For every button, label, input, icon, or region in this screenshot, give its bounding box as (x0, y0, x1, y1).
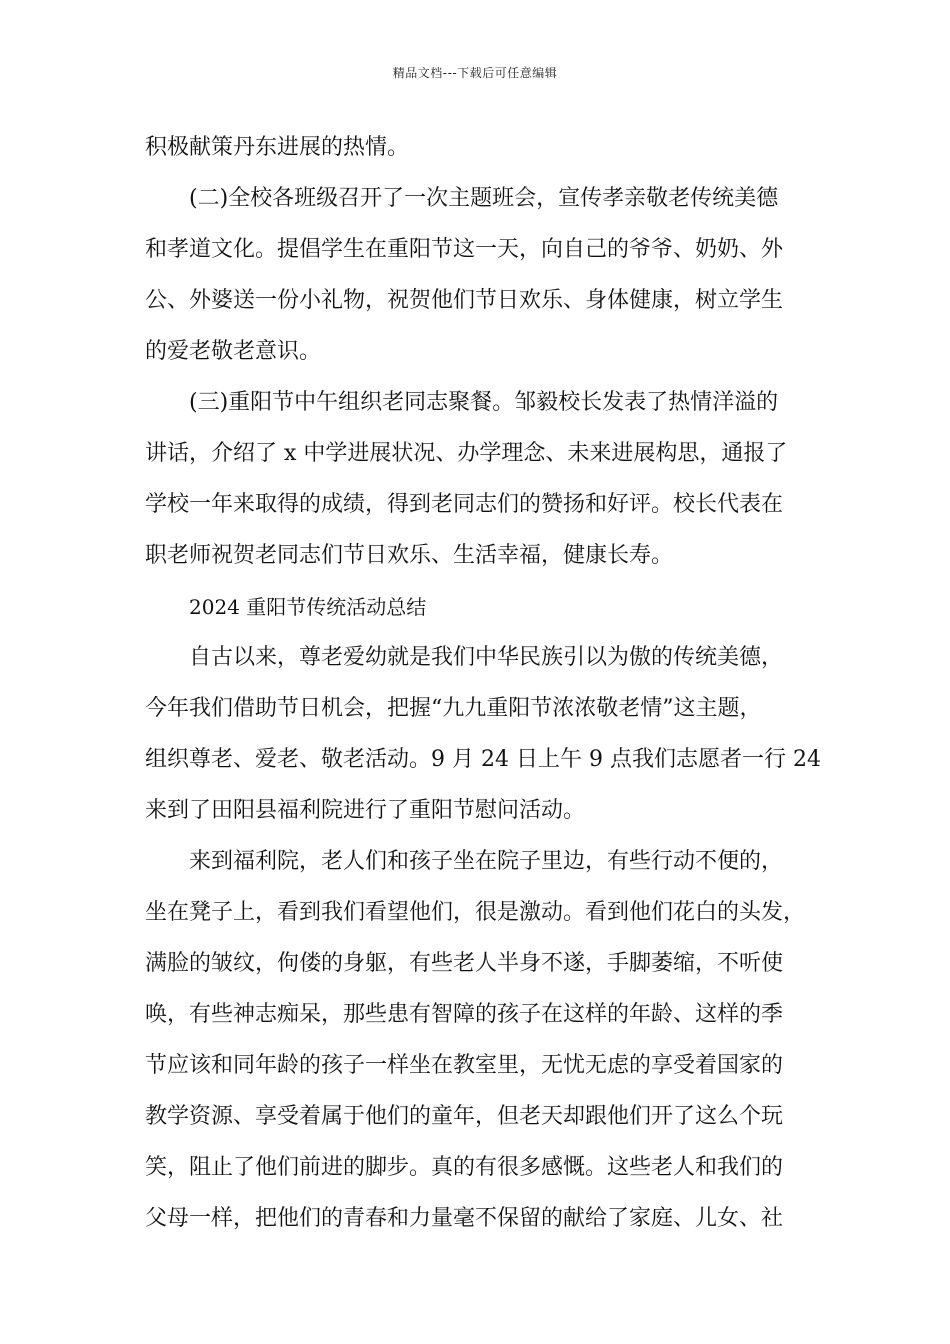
paragraph (145, 640, 821, 829)
text-line: 讲话，介绍了 x 中学进展状况、办学理念、未来进展构思，通报了 (145, 441, 788, 466)
text-line: 来到了田阳县福利院进行了重阳节慰问活动。 (145, 798, 586, 823)
text-line: 教学资源、享受着属于他们的童年，但老天却跟他们开了这么个玩 (145, 1104, 784, 1129)
text-line: 公、外婆送一份小礼物，祝贺他们节日欢乐、身体健康，树立学生 (145, 288, 784, 313)
section-title-text: 2024 重阳节传统活动总结 (189, 595, 427, 619)
text-line: 父母一样，把他们的青春和力量毫不保留的献给了家庭、儿女、社 (145, 1206, 784, 1231)
document-body (145, 130, 821, 1237)
text-line: 坐在凳子上，看到我们看望他们，很是激动。看到他们花白的头发， (145, 900, 806, 925)
text-line: 积极献策丹东进展的热情。 (145, 135, 410, 160)
text-line: 学校一年来取得的成绩，得到老同志们的赞扬和好评。校长代表在 (145, 492, 784, 517)
page-header: 精品文档---下载后可任意编辑 (392, 66, 558, 80)
text-line: 职老师祝贺老同志们节日欢乐、生活幸福，健康长寿。 (145, 543, 674, 568)
text-line: 唤，有些神志痴呆，那些患有智障的孩子在这样的年龄、这样的季 (145, 1002, 784, 1027)
paragraph (145, 130, 810, 166)
text-line: 节应该和同年龄的孩子一样坐在教室里，无忧无虑的享受着国家的 (145, 1053, 784, 1078)
text-line: (三)重阳节中午组织老同志聚餐。邹毅校长发表了热情洋溢的 (189, 390, 779, 415)
text-line: 今年我们借助节日机会，把握“九九重阳节浓浓敬老情”这主题， (145, 696, 762, 721)
text-line: 来到福利院，老人们和孩子坐在院子里边，有些行动不便的， (189, 849, 784, 874)
paragraph (145, 385, 810, 574)
section-title (145, 589, 810, 625)
text-line: 满脸的皱纹，佝偻的身躯，有些老人半身不遂，手脚萎缩，不听使 (145, 951, 784, 976)
text-line: (二)全校各班级召开了一次主题班会，宣传孝亲敬老传统美德 (189, 186, 779, 211)
text-line: 和孝道文化。提倡学生在重阳节这一天，向自己的爷爷、奶奶、外 (145, 237, 784, 262)
text-line: 笑，阻止了他们前进的脚步。真的有很多感慨。这些老人和我们的 (145, 1155, 784, 1180)
paragraph (145, 844, 810, 1237)
text-line: 组织尊老、爱老、敬老活动。9 月 24 日上午 9 点我们志愿者一行 24 (145, 747, 821, 772)
text-line: 自古以来，尊老爱幼就是我们中华民族引以为傲的传统美德， (189, 645, 784, 670)
paragraph (145, 181, 810, 370)
text-line: 的爱老敬老意识。 (145, 339, 322, 364)
